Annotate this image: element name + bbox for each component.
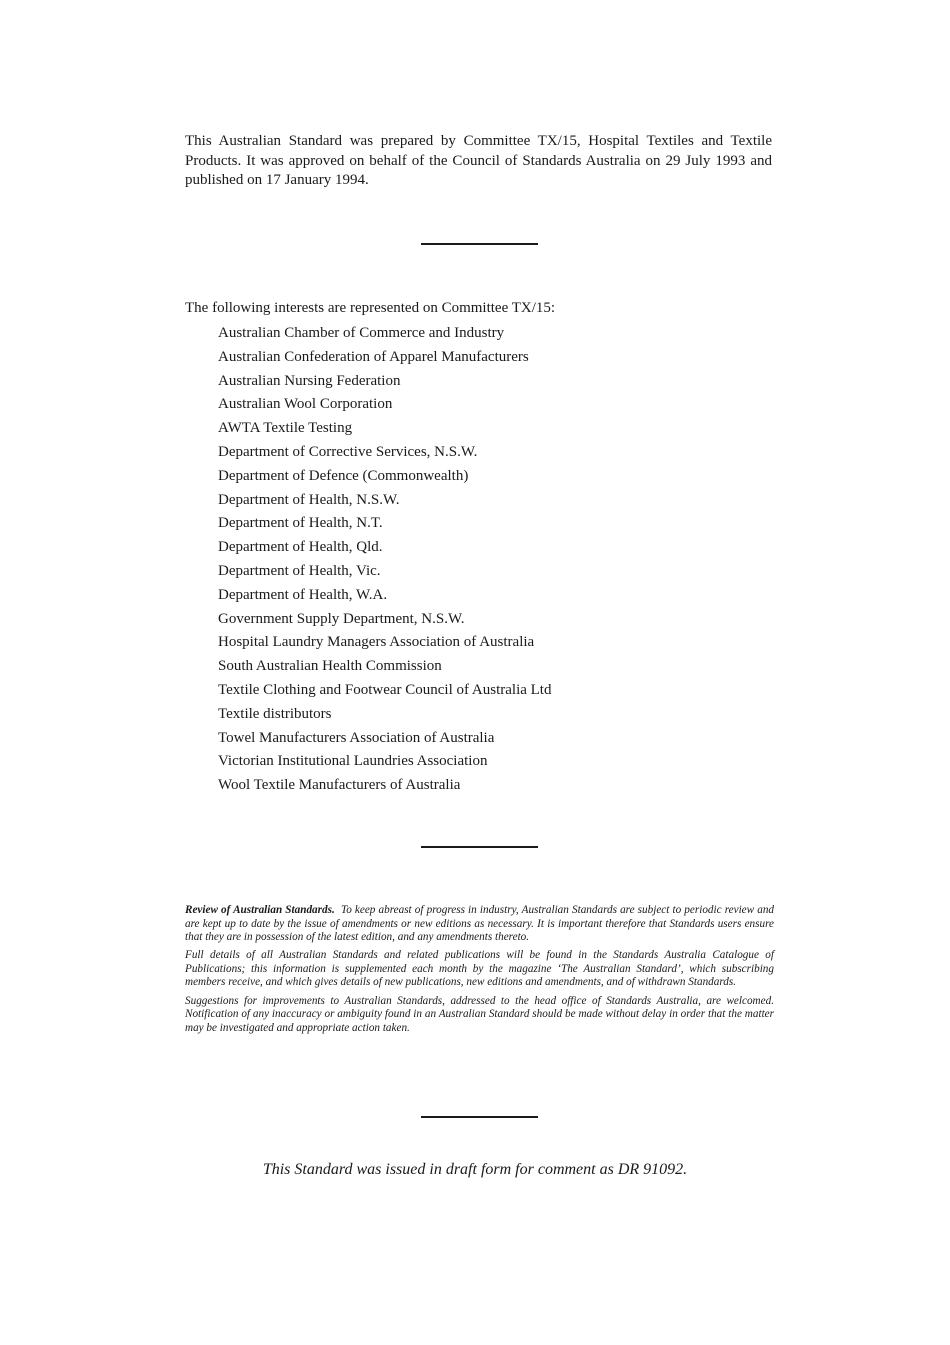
review-note-text: To keep abreast of progress in industry, Australian Standards are subject to periodic review and are kept up to date by the issue of amendments or new editions as necessary. It is important therefore that Standards users ensure that they are in possession of the latest edition, and any amendments thereto.: [185, 904, 775, 944]
list-item: Department of Defence (Commonwealth): [218, 467, 469, 484]
review-note: [185, 904, 774, 945]
divider-rule: [421, 1116, 538, 1118]
divider-rule: [421, 846, 538, 848]
list-item: Towel Manufacturers Association of Australia: [218, 729, 495, 746]
list-item: Victorian Institutional Laundries Association: [218, 753, 488, 770]
list-item: Department of Health, Qld.: [218, 539, 383, 556]
list-item: Australian Wool Corporation: [218, 396, 393, 413]
intro-paragraph: This Australian Standard was prepared by Committee TX/15, Hospital Textiles and Textile Products. It was approved on behalf of the Council of Standards Australia on 29 July 1993 and published on 17 January 1994.: [185, 133, 772, 188]
list-item: Department of Health, N.S.W.: [218, 491, 400, 508]
list-item: Department of Health, N.T.: [218, 515, 383, 532]
list-item: South Australian Health Commission: [218, 658, 442, 675]
list-item: Department of Health, Vic.: [218, 562, 381, 579]
suggestions-note: Suggestions for improvements to Australian Standards, addressed to the head office of Standards Australia, are welcomed. Notification of any inaccuracy or ambiguity found in an Australian Standard should be made without delay in order that the matter may be investigated and appropriate action taken.: [185, 994, 774, 1034]
list-item: Textile distributors: [218, 705, 332, 722]
review-notes: [185, 904, 774, 1040]
interests-list: [218, 322, 551, 798]
list-item: Australian Nursing Federation: [218, 372, 401, 389]
list-item: Department of Health, W.A.: [218, 586, 388, 603]
list-item: Australian Confederation of Apparel Manufacturers: [218, 348, 529, 365]
catalogue-note: Full details of all Australian Standards and related publications will be found in the Standards Australia Catalogue of Publications; this information is supplemented each month by the magazine ‘The Australian Standard’, which subscribing members receive, and which gives details of new publications, new editions and amendments, and of withdrawn Standards.: [185, 949, 774, 989]
list-item: Australian Chamber of Commerce and Industry: [218, 325, 505, 341]
draft-note: This Standard was issued in draft form for comment as DR 91092.: [262, 1161, 688, 1178]
list-item: AWTA Textile Testing: [218, 420, 353, 437]
divider-rule: [421, 243, 538, 245]
list-item: Government Supply Department, N.S.W.: [218, 610, 465, 627]
list-item: Hospital Laundry Managers Association of Australia: [218, 634, 535, 651]
list-item: Wool Textile Manufacturers of Australia: [218, 777, 461, 794]
interests-heading: The following interests are represented on Committee TX/15:: [185, 300, 556, 316]
list-item: Textile Clothing and Footwear Council of Australia Ltd: [218, 681, 552, 698]
list-item: Department of Corrective Services, N.S.W.: [218, 443, 478, 460]
review-note-title: Review of Australian Standards.: [185, 904, 335, 916]
